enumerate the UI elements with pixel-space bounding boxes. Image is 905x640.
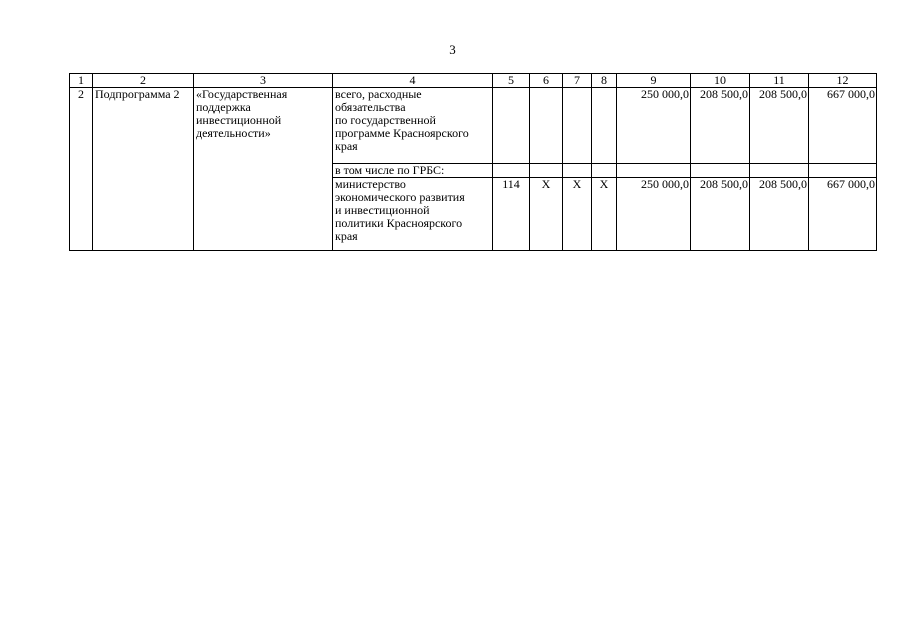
grbs-vr: X (592, 178, 617, 251)
including-cell-8 (592, 164, 617, 178)
grbs-value-11: 208 500,0 (750, 178, 809, 251)
col-header-12: 12 (809, 74, 877, 88)
col-header-2: 2 (93, 74, 194, 88)
total-value-9: 250 000,0 (617, 88, 691, 164)
including-cell-7 (563, 164, 592, 178)
grbs-csr: X (563, 178, 592, 251)
including-label: в том числе по ГРБС: (333, 164, 493, 178)
col-header-9: 9 (617, 74, 691, 88)
col-header-10: 10 (691, 74, 750, 88)
including-cell-6 (530, 164, 563, 178)
header-row (70, 74, 877, 88)
col-header-7: 7 (563, 74, 592, 88)
grbs-value-10: 208 500,0 (691, 178, 750, 251)
including-cell-12 (809, 164, 877, 178)
including-cell-10 (691, 164, 750, 178)
row-name: «Государственная поддержка инвестиционной деятельности» (194, 88, 333, 251)
grbs-value-12: 667 000,0 (809, 178, 877, 251)
col-header-1: 1 (70, 74, 93, 88)
total-value-10: 208 500,0 (691, 88, 750, 164)
grbs-rzpr: X (530, 178, 563, 251)
col-header-5: 5 (493, 74, 530, 88)
total-grbs (493, 88, 530, 164)
col-header-4: 4 (333, 74, 493, 88)
total-rzpr (530, 88, 563, 164)
total-label: всего, расходные обязательства по государственной программе Красноярского края (333, 88, 493, 164)
total-vr (592, 88, 617, 164)
page-number: 3 (449, 42, 456, 57)
grbs-label: министерство экономического развития и инвестиционной политики Красноярского края (333, 178, 493, 251)
including-cell-9 (617, 164, 691, 178)
table-row-total (70, 88, 877, 164)
col-header-6: 6 (530, 74, 563, 88)
col-header-8: 8 (592, 74, 617, 88)
total-csr (563, 88, 592, 164)
col-header-3: 3 (194, 74, 333, 88)
row-number: 2 (70, 88, 93, 251)
total-value-11: 208 500,0 (750, 88, 809, 164)
grbs-value-9: 250 000,0 (617, 178, 691, 251)
including-cell-11 (750, 164, 809, 178)
budget-table (69, 73, 877, 251)
including-cell-5 (493, 164, 530, 178)
row-status: Подпрограмма 2 (93, 88, 194, 251)
total-value-12: 667 000,0 (809, 88, 877, 164)
grbs-code: 114 (493, 178, 530, 251)
col-header-11: 11 (750, 74, 809, 88)
